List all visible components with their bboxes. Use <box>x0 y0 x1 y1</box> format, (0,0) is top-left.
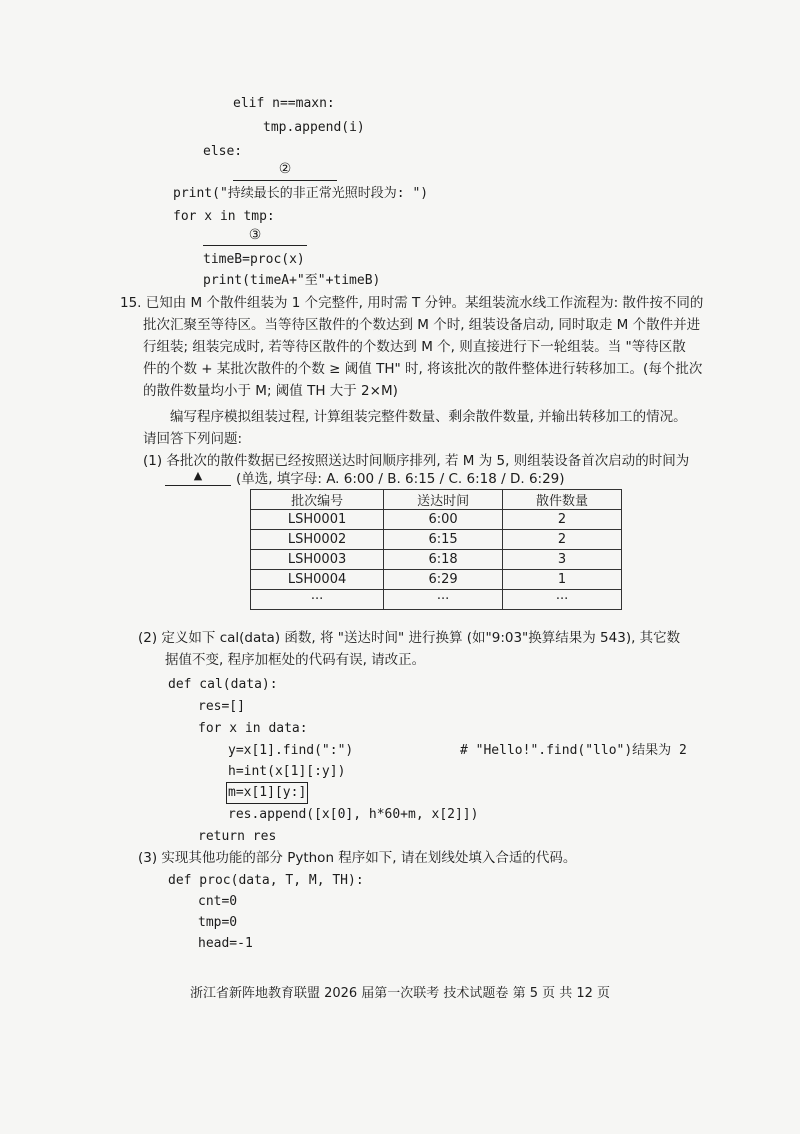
answer-options: (单选, 填字母: A. 6:00 / B. 6:15 / C. 6:18 / D. 6:29) <box>236 471 565 487</box>
table-header-cell: 散件数量 <box>503 490 622 510</box>
question-text: (3) 实现其他功能的部分 Python 程序如下, 请在划线处填入合适的代码。 <box>138 850 577 866</box>
table-cell: 2 <box>503 530 622 550</box>
code-line: print(timeA+"至"+timeB) <box>203 273 381 288</box>
table-header-cell: 送达时间 <box>384 490 503 510</box>
question-text: 请回答下列问题: <box>143 431 243 447</box>
code-line: tmp.append(i) <box>263 120 365 135</box>
code-line: res.append([x[0], h*60+m, x[2]]) <box>228 807 479 822</box>
table-row <box>251 590 622 610</box>
page-footer: 浙江省新阵地教育联盟 2026 届第一次联考 技术试题卷 第 5 页 共 12 页 <box>189 986 611 1001</box>
question-text: 的散件数量均小于 M; 阈值 TH 大于 2×M) <box>143 383 398 399</box>
triangle-marker-icon: ▲ <box>193 469 203 482</box>
table-cell: ··· <box>503 590 622 610</box>
batch-data-table <box>250 489 622 610</box>
table-header-cell: 批次编号 <box>251 490 384 510</box>
code-line: return res <box>198 829 277 844</box>
table-cell: ··· <box>384 590 503 610</box>
question-text: 批次汇聚至等待区。当等待区散件的个数达到 M 个时, 组装设备启动, 同时取走 M 个散件并进 <box>143 317 701 333</box>
code-line: timeB=proc(x) <box>203 252 305 267</box>
table-cell: 1 <box>503 570 622 590</box>
code-line: res=[] <box>198 699 245 714</box>
table-row <box>251 570 622 590</box>
code-line: h=int(x[1][:y]) <box>228 764 346 779</box>
code-line: print("持续最长的非正常光照时段为: ") <box>173 186 429 201</box>
question-text: 据值不变, 程序加框处的代码有误, 请改正。 <box>165 652 426 668</box>
answer-blank-3 <box>203 245 307 246</box>
code-line: y=x[1].find(":") <box>228 743 354 758</box>
code-line: for x in data: <box>198 721 308 736</box>
table-cell: 6:00 <box>384 510 503 530</box>
table-row <box>251 550 622 570</box>
blank-number-2: ② <box>278 161 292 177</box>
table-cell: 6:15 <box>384 530 503 550</box>
table-cell: LSH0001 <box>251 510 384 530</box>
question-text: 件的个数 + 某批次散件的个数 ≥ 阈值 TH" 时, 将该批次的散件整体进行转移加工。(每个批次 <box>143 361 703 377</box>
code-line: tmp=0 <box>198 915 238 930</box>
code-line: def cal(data): <box>168 677 278 692</box>
code-line: elif n==maxn: <box>233 96 335 111</box>
question-text: 15. 已知由 M 个散件组装为 1 个完整件, 用时需 T 分钟。某组装流水线工作流程为: 散件按不同的 <box>120 295 704 311</box>
code-comment: # "Hello!".find("llo")结果为 2 <box>460 743 687 758</box>
code-line: cnt=0 <box>198 894 238 909</box>
question-text: (1) 各批次的散件数据已经按照送达时间顺序排列, 若 M 为 5, 则组装设备首次启动的时间为 <box>143 453 690 469</box>
table-cell: LSH0004 <box>251 570 384 590</box>
table-cell: 3 <box>503 550 622 570</box>
boxed-error-code: m=x[1][y:] <box>228 785 307 800</box>
question-text: (2) 定义如下 cal(data) 函数, 将 "送达时间" 进行换算 (如"9:03"换算结果为 543), 其它数 <box>138 630 681 646</box>
code-line: else: <box>203 144 243 159</box>
table-header-row <box>251 490 622 510</box>
blank-number-3: ③ <box>248 227 262 243</box>
answer-blank-2 <box>233 180 337 181</box>
table-cell: 6:18 <box>384 550 503 570</box>
answer-blank-1 <box>165 485 231 486</box>
question-text: 编写程序模拟组装过程, 计算组装完整件数量、剩余散件数量, 并输出转移加工的情况。 <box>170 409 687 425</box>
table-row <box>251 530 622 550</box>
table-cell: 2 <box>503 510 622 530</box>
code-line: def proc(data, T, M, TH): <box>168 873 364 888</box>
table-cell: 6:29 <box>384 570 503 590</box>
question-text: 行组装; 组装完成时, 若等待区散件的个数达到 M 个, 则直接进行下一轮组装。当 "等待区散 <box>143 339 686 355</box>
table-cell: ··· <box>251 590 384 610</box>
code-line: head=-1 <box>198 936 253 951</box>
table-cell: LSH0002 <box>251 530 384 550</box>
table-cell: LSH0003 <box>251 550 384 570</box>
code-line: for x in tmp: <box>173 209 275 224</box>
table-row <box>251 510 622 530</box>
